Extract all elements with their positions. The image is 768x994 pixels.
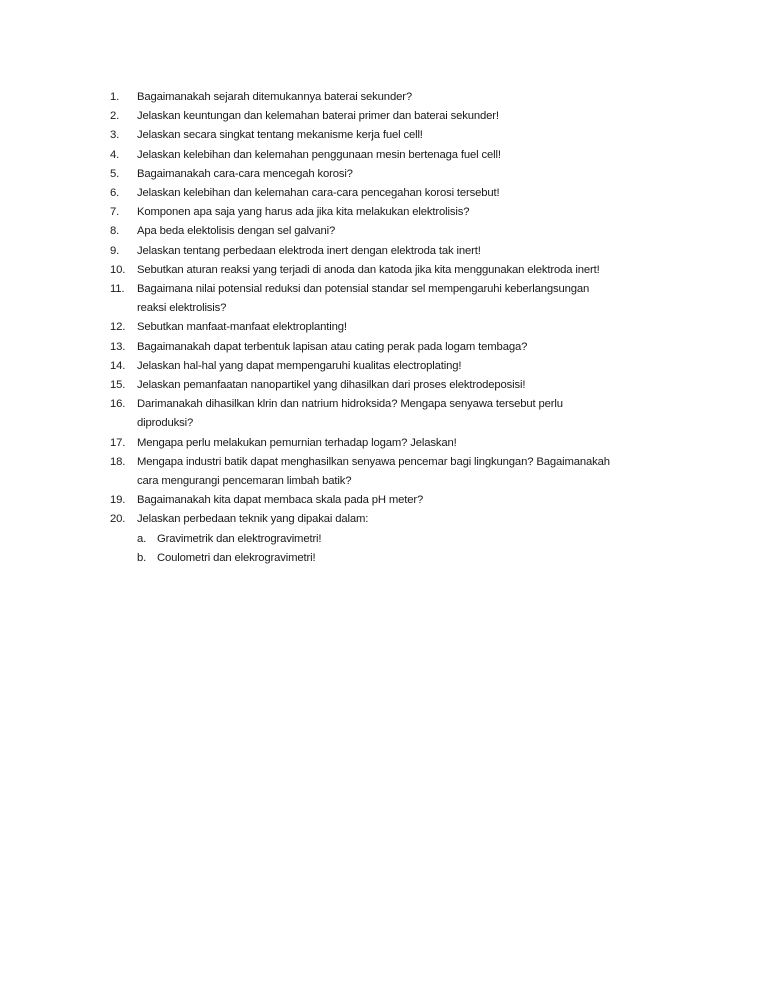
question-number: 19. — [110, 494, 126, 507]
question-item — [110, 434, 710, 453]
question-text-line: Jelaskan tentang perbedaan elektroda inert dengan elektroda tak inert! — [137, 244, 481, 257]
question-number: 10. — [110, 263, 126, 276]
question-item — [110, 376, 710, 395]
question-item — [110, 395, 710, 433]
question-text-line: Jelaskan pemanfaatan nanopartikel yang dihasilkan dari proses elektrodeposisi! — [137, 379, 526, 392]
question-item — [110, 107, 710, 126]
question-item — [110, 88, 710, 107]
question-text-line: Jelaskan perbedaan teknik yang dipakai dalam: — [137, 513, 369, 526]
question-text-line: Jelaskan keuntungan dan kelemahan baterai primer dan baterai sekunder! — [137, 110, 499, 123]
question-text — [137, 261, 710, 280]
sub-question-letter: b. — [137, 551, 147, 564]
question-text — [137, 510, 710, 568]
question-text-line: Jelaskan secara singkat tentang mekanisme kerja fuel cell! — [137, 129, 423, 142]
question-text — [137, 146, 710, 165]
question-text-line: Jelaskan kelebihan dan kelemahan penggunaan mesin bertenaga fuel cell! — [137, 148, 501, 161]
question-text — [137, 491, 710, 510]
question-text-line: Apa beda elektolisis dengan sel galvani? — [137, 225, 336, 238]
question-text-line: Sebutkan manfaat-manfaat elektroplanting! — [137, 321, 347, 334]
question-number: 16. — [110, 398, 126, 411]
question-number: 15. — [110, 379, 126, 392]
sub-question-text: Coulometri dan elekrogravimetri! — [157, 551, 316, 564]
question-number: 17. — [110, 436, 126, 449]
question-item — [110, 491, 710, 510]
question-number: 5. — [110, 167, 120, 180]
question-text — [137, 376, 710, 395]
question-number: 9. — [110, 244, 120, 257]
question-text-line: Bagaimanakah sejarah ditemukannya baterai sekunder? — [137, 91, 412, 103]
question-item — [110, 126, 710, 145]
sub-question-item — [137, 549, 710, 568]
question-item — [110, 261, 710, 280]
question-text — [137, 280, 710, 318]
question-number: 1. — [110, 91, 120, 103]
question-list — [110, 88, 710, 568]
question-text-line: Jelaskan kelebihan dan kelemahan cara-cara pencegahan korosi tersebut! — [137, 187, 500, 200]
question-text — [137, 107, 710, 126]
question-text-line: diproduksi? — [137, 417, 194, 430]
question-text — [137, 165, 710, 184]
sub-question-text: Gravimetrik dan elektrogravimetri! — [157, 532, 322, 545]
question-number: 4. — [110, 148, 120, 161]
sub-question-list — [137, 530, 710, 568]
question-number: 7. — [110, 206, 120, 219]
question-item — [110, 146, 710, 165]
question-number: 14. — [110, 359, 126, 372]
question-text-line: Bagaimana nilai potensial reduksi dan potensial standar sel mempengaruhi keberlangsungan — [137, 283, 590, 296]
question-text — [137, 88, 710, 107]
question-text — [137, 242, 710, 261]
question-number: 13. — [110, 340, 126, 353]
question-text-line: Bagaimanakah cara-cara mencegah korosi? — [137, 167, 353, 180]
question-text — [137, 434, 710, 453]
question-text-line: reaksi elektrolisis? — [137, 302, 227, 315]
question-item — [110, 165, 710, 184]
question-item — [110, 357, 710, 376]
question-text-line: Mengapa perlu melakukan pemurnian terhadap logam? Jelaskan! — [137, 436, 457, 449]
question-number: 12. — [110, 321, 126, 334]
question-number: 3. — [110, 129, 120, 142]
question-text — [137, 357, 710, 376]
question-text — [137, 184, 710, 203]
question-text-line: cara mengurangi pencemaran limbah batik? — [137, 475, 352, 488]
question-text — [137, 338, 710, 357]
question-text — [137, 203, 710, 222]
question-item — [110, 510, 710, 568]
sub-question-item — [137, 530, 710, 549]
question-item — [110, 242, 710, 261]
question-item — [110, 453, 710, 491]
question-item — [110, 222, 710, 241]
question-number: 2. — [110, 110, 120, 123]
question-text — [137, 126, 710, 145]
question-number: 20. — [110, 513, 126, 526]
question-text-line: Darimanakah dihasilkan klrin dan natrium hidroksida? Mengapa senyawa tersebut perlu — [137, 398, 563, 411]
question-item — [110, 338, 710, 357]
question-number: 18. — [110, 455, 126, 468]
question-text-line: Sebutkan aturan reaksi yang terjadi di anoda dan katoda jika kita menggunakan elektroda inert! — [137, 263, 600, 276]
question-number: 6. — [110, 187, 120, 200]
question-item — [110, 318, 710, 337]
question-number: 8. — [110, 225, 120, 238]
question-item — [110, 203, 710, 222]
question-text-line: Mengapa industri batik dapat menghasilkan senyawa pencemar bagi lingkungan? Bagaimanakah — [137, 455, 610, 468]
question-item — [110, 184, 710, 203]
question-text — [137, 222, 710, 241]
question-number: 11. — [110, 283, 125, 296]
question-item — [110, 280, 710, 318]
question-text-line: Jelaskan hal-hal yang dapat mempengaruhi kualitas electroplating! — [137, 359, 462, 372]
sub-question-letter: a. — [137, 532, 147, 545]
question-text-line: Bagaimanakah dapat terbentuk lapisan atau cating perak pada logam tembaga? — [137, 340, 528, 353]
question-text — [137, 318, 710, 337]
question-text — [137, 453, 710, 491]
question-text-line: Komponen apa saja yang harus ada jika kita melakukan elektrolisis? — [137, 206, 470, 219]
question-text-line: Bagaimanakah kita dapat membaca skala pada pH meter? — [137, 494, 424, 507]
question-text — [137, 395, 710, 433]
